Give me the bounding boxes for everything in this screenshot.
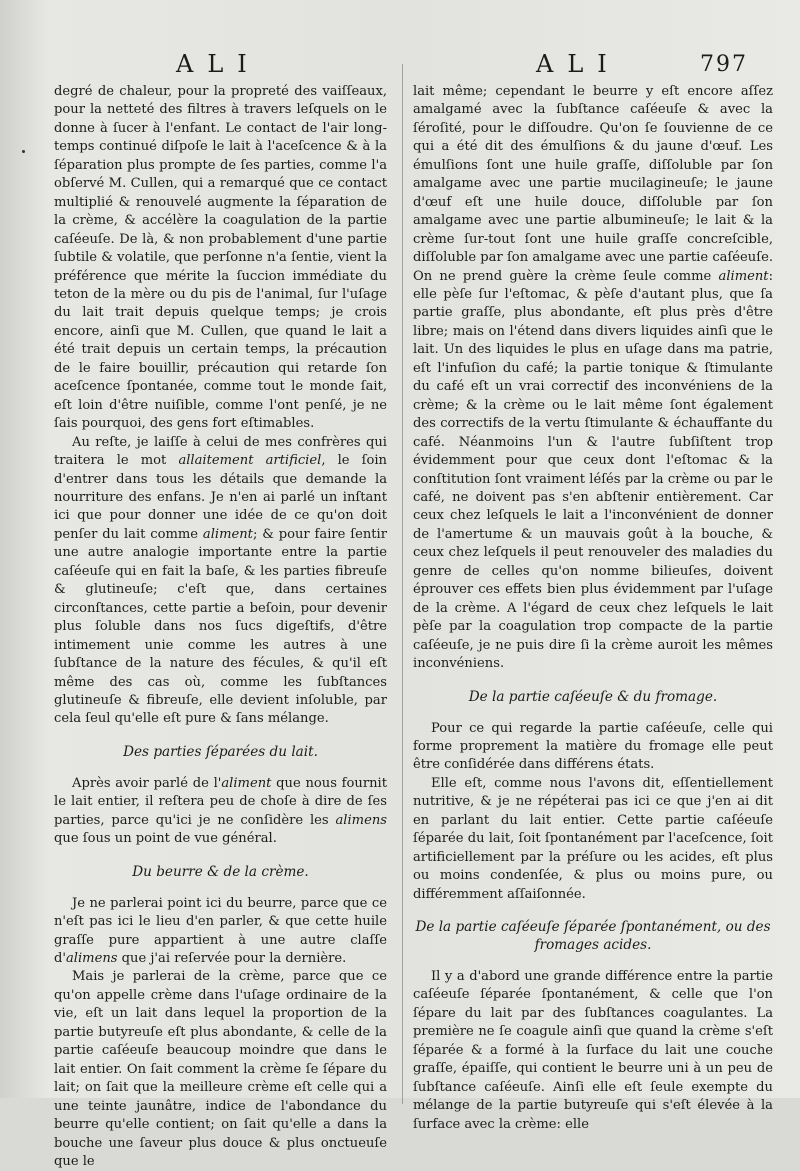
margin-mark — [22, 150, 25, 153]
left-column — [54, 83, 387, 1171]
paragraph: Au reſte, je laiſſe à celui de mes confrères qui traitera le mot allaitement artificiel, le ſoin d'entrer dans tous les détails que demande la nourriture des enfans. Je n'en ai parlé un inſtant ici que pour donner une idée de ce qu'on doit penſer du lait comme aliment; & pour faire ſentir une autre analogie importante entre la partie caſéeuſe qui en fait la baſe, & les parties fibreuſe & glutineuſe; c'eſt que, dans certaines circonſtances, cette partie a beſoin, pour devenir plus ſoluble dans nos ſucs digeſtifs, d'être intimement unie comme les autres à une ſubſtance de la nature des fécules, & qu'il eſt même des cas où, comme les ſubſtances glutineuſe & fibreuſe, elle devient inſoluble, par cela ſeul qu'elle eſt pure & ſans mélange. — [54, 434, 387, 727]
paragraph: Il y a d'abord une grande différence entre la partie caſéeuſe ſéparée ſpontanément, & celle que l'on ſépare du lait par des ſubſtances coagulantes. La première ne ſe coagule ainſi que quand la crème s'eſt ſéparée & a formé à la ſurface du lait une couche graſſe, épaiſſe, qui contient le beurre uni à un peu de ſubſtance caſéeuſe. Ainſi elle eſt ſeule exempte du mélange de la partie butyreuſe qui s'eſt élevée à la ſurface avec la crème: elle — [413, 969, 773, 1132]
section-heading: De la partie caſéeuſe ſéparée ſpontanément, ou des fromages acides. — [415, 919, 771, 954]
paragraph: Elle eſt, comme nous l'avons dit, eſſentiellement nutritive, & je ne répéterai pas ici ce que j'en ai dit en parlant du lait entier. Cette partie caſéeuſe ſéparée du lait, ſoit ſpontanément par l'aceſcence, ſoit artificiellement par la préſure ou les acides, eſt plus ou moins condenſée, & plus ou moins pure, ou différemment aſſaiſonnée. — [413, 775, 773, 902]
section-heading: Des parties ſéparées du lait. — [123, 743, 318, 760]
paragraph: Mais je parlerai de la crème, parce que ce qu'on appelle crème dans l'uſage ordinaire de la vie, eſt un lait dans lequel la proportion de la partie butyreuſe eſt plus abondante, & celle de la partie caſéeuſe beaucoup moindre que dans le lait entier. On ſait comment la crème ſe ſépare du lait; on ſait que la meilleure crème eſt celle qui a une teinte jaunâtre, indice de l'abondance du beurre qu'elle contient; on ſait qu'elle a dans la bouche une ſaveur plus douce & plus onctueuſe que le — [54, 969, 387, 1170]
column-divider — [402, 64, 403, 1104]
paragraph: degré de chaleur, pour la propreté des vaiſſeaux, pour la netteté des filtres à travers leſquels on le donne à ſucer à l'enfant. Le contact de l'air long-temps continué diſpoſe le lait à l'aceſcence & à la ſéparation plus prompte de ſes parties, comme l'a obſervé M. Cullen, qui a remarqué que ce contact multiplié & renouvelé augmente la ſéparation de la crème, & accélère la coagulation de la partie caſéeuſe. De là, & non probablement d'une partie ſubtile & volatile, que perſonne n'a ſentie, vient la préférence que mérite la ſuccion immédiate du teton de la mère ou du pis de l'animal, ſur l'uſage du lait trait depuis quelque temps; je crois encore, ainſi que M. Cullen, que quand le lait a été trait depuis un certain temps, la précaution de le faire bouillir, précaution qui retarde ſon aceſcence ſpontanée, comme tout le monde ſait, eſt loin d'être nuiſible, comme l'ont penſé, je ne ſais pourquoi, des gens fort eſtimables. — [54, 84, 387, 432]
page-number: 797 — [700, 52, 748, 77]
paragraph: Pour ce qui regarde la partie caſéeuſe, celle qui forme proprement la matière du fromage elle peut être conſidérée dans différens états. — [413, 720, 773, 773]
right-column — [413, 83, 773, 1134]
header-right-title: ALI — [536, 50, 621, 78]
paragraph: Après avoir parlé de l'aliment que nous fournit le lait entier, il reſtera peu de choſe à dire de ſes parties, parce qu'ici je ne conſidère les alimens que ſous un point de vue général. — [54, 775, 387, 847]
paragraph: lait même; cependant le beurre y eſt encore aſſez amalgamé avec la ſubſtance caſéeuſe & avec la ſéroſité, pour le diſſoudre. Qu'on ſe ſouvienne de ce qui a été dit des émulſions & du jaune d'œuf. Les émulſions ſont une huile graſſe, diſſoluble par ſon amalgame avec une partie mucilagineuſe; le jaune d'œuf eſt une huile douce, diſſoluble par ſon amalgame avec une partie albumineuſe; le lait & la crème ſur-tout ſont une huile graſſe concreſcible, diſſoluble par ſon amalgame avec une partie caſéeuſe. On ne prend guère la crème ſeule comme aliment: elle pèſe ſur l'eſtomac, & pèſe d'autant plus, que ſa partie graſſe, plus abondante, eſt plus près d'être libre; mais on l'étend dans divers liquides ainſi que le lait. Un des liquides le plus en uſage dans ma patrie, eſt l'infuſion du café; la partie tonique & ſtimulante du café eſt un vrai correctif des inconvéniens de la crème; & la crème ou le lait même ſont également des correctifs de la vertu ſtimulante & échauffante du café. Néanmoins l'un & l'autre ſubſiſtent trop évidemment pour que ceux dont l'eſtomac & la conſtitution ſont vraiment léſés par la crème ou par le café, ne doivent pas s'en abſtenir entièrement. Car ceux chez leſquels le lait a l'inconvénient de donner de l'amertume & un mauvais goût à la bouche, & ceux chez leſquels il peut renouveler des maladies du genre de celles qu'on nomme bilieuſes, doivent éprouver ces effets bien plus évidemment par l'uſage de la crème. A l'égard de ceux chez leſquels le lait pèſe par la coagulation trop compacte de la partie caſéeuſe, je ne puis dire ſi la crème auroit les mêmes inconvéniens. — [413, 84, 773, 672]
paragraph: Je ne parlerai point ici du beurre, parce que ce n'eſt pas ici le lieu d'en parler, & que cette huile graſſe pure appartient à une autre claſſe d'alimens que j'ai reſervée pour la dernière. — [54, 895, 387, 967]
header-left-title: ALI — [176, 50, 261, 78]
running-header — [0, 50, 800, 84]
section-heading: Du beurre & de la crème. — [132, 863, 309, 880]
section-heading: De la partie caſéeuſe & du fromage. — [468, 688, 718, 705]
